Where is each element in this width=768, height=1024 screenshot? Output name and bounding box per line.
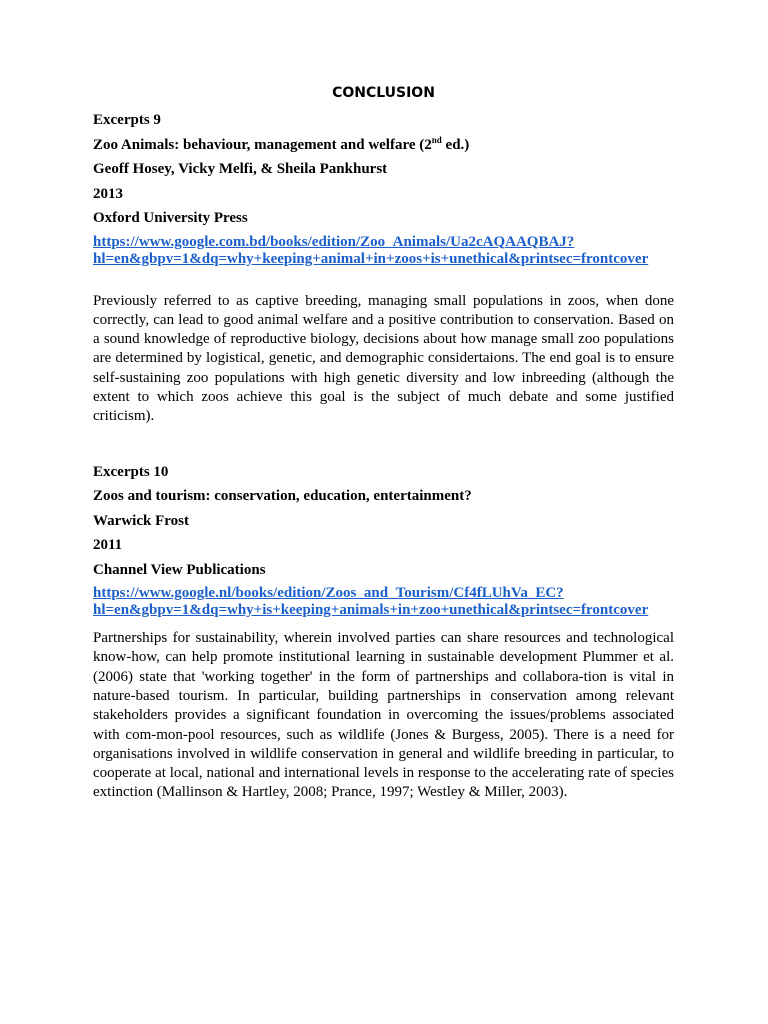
book-publisher: Oxford University Press [93, 210, 248, 226]
book-authors: Warwick Frost [93, 512, 189, 529]
excerpt-section-9 [93, 111, 674, 427]
excerpt-section-10 [93, 463, 674, 803]
excerpt-paragraph: Previously referred to as captive breeding, managing small populations in zoos, when done correctly, can lead to good animal welfare and a positive contribution to conservation. Based on a sound knowledge of reproductive biology, decisions about how manage small zoo populations are determined by logistical, genetic, and demographic considertaions. The end goal is to ensure self-sustaining zoo populations with high genetic diversity and low inbreeding (although the extent to which zoos achieve this goal is the subject of much debate and some justified criticism). [93, 292, 674, 425]
book-link[interactable] [93, 234, 674, 268]
book-link-line-2: hl=en&gbpv=1&dq=why+is+keeping+animals+in+zoo+unethical&printsec=frontcover [93, 602, 649, 619]
excerpt-number: Excerpts 10 [93, 463, 169, 480]
book-title-superscript: nd [431, 134, 442, 145]
book-year: 2011 [93, 537, 123, 554]
book-title-main: Zoo Animals: behaviour, management and welfare (2 [93, 136, 432, 153]
book-publisher: Channel View Publications [93, 561, 266, 578]
book-link-line-1: https://www.google.com.bd/books/edition/Zoo_Animals/Ua2cAQAAQBAJ? [93, 233, 575, 250]
book-year: 2013 [93, 185, 123, 202]
book-authors: Geoff Hosey, Vicky Melfi, & Sheila Pankhurst [93, 161, 388, 177]
book-title [93, 136, 674, 154]
document-page [93, 84, 674, 803]
book-link[interactable] [93, 585, 674, 619]
page-title: CONCLUSION [332, 85, 435, 101]
book-link-line-1: https://www.google.nl/books/edition/Zoos_and_Tourism/Cf4fLUhVa_EC? [93, 585, 564, 602]
book-title: Zoos and tourism: conservation, education, entertainment? [93, 488, 472, 505]
book-title-end: ed.) [441, 136, 470, 153]
excerpt-number: Excerpts 9 [93, 112, 161, 128]
excerpt-paragraph: Partnerships for sustainability, wherein involved parties can share resources and technological know-how, can help promote institutional learning in sustainable development Plummer et al. (2006) state that 'working together' in the form of partnerships and collabora-tion is vital in nature-based tourism. In particular, building partnerships in conservation among relevant stakeholders provides a significant foundation in overcoming the issues/problems associated with com-mon-pool resources, such as wildlife (Jones & Burgess, 2005). There is a need for organisations involved in wildlife conservation in general and wildlife breeding in particular, to cooperate at local, national and international levels in response to the accelerating rate of species extinction (Mallinson & Hartley, 2008; Prance, 1997; Westley & Miller, 2003). [93, 630, 674, 801]
book-link-line-2: hl=en&gbpv=1&dq=why+keeping+animal+in+zoos+is+unethical&printsec=frontcover [93, 250, 649, 267]
